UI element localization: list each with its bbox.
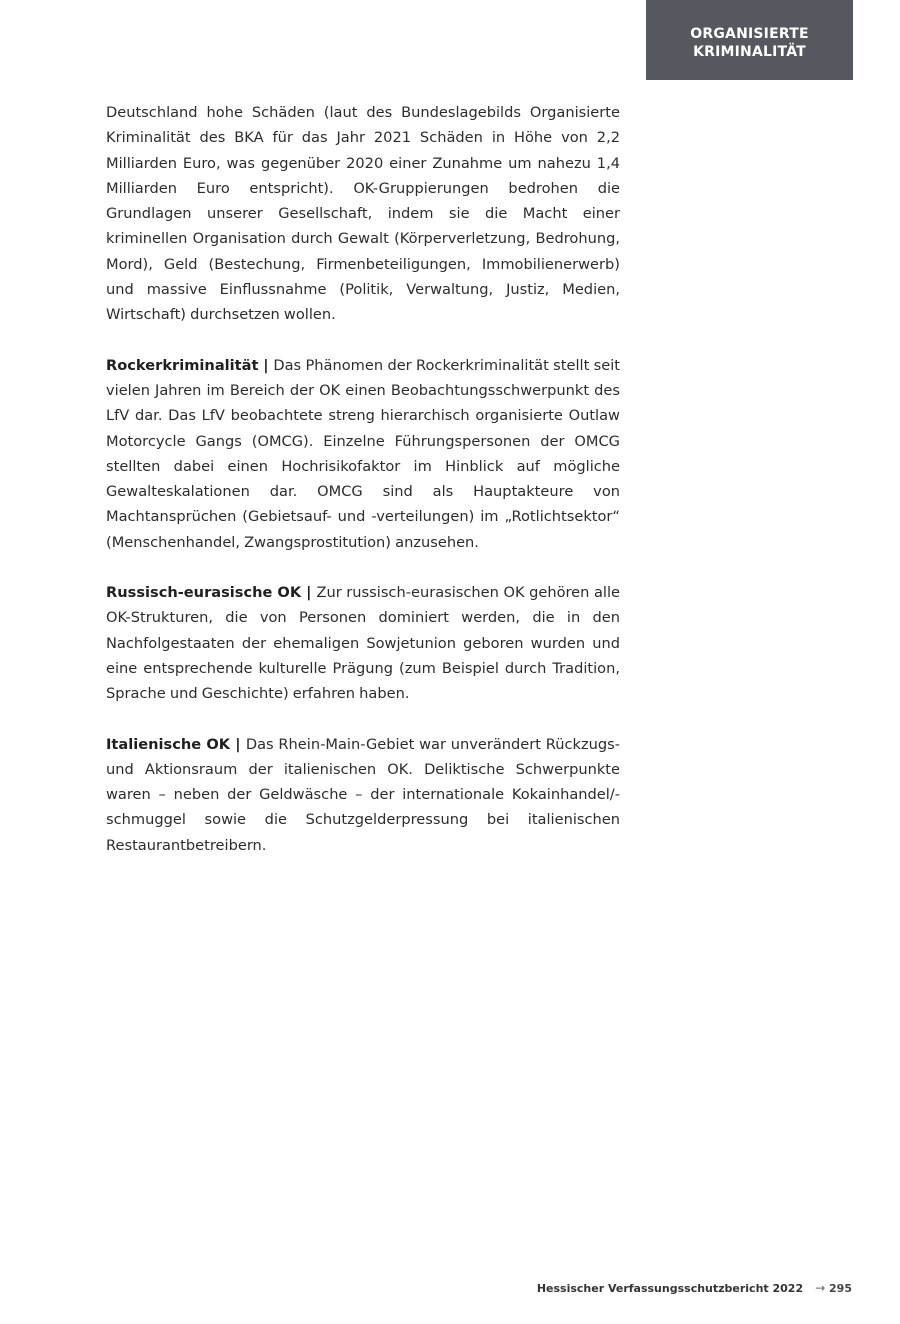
paragraph-russisch-eurasische-ok (106, 580, 620, 706)
page-footer (537, 1281, 852, 1295)
paragraph-rockerkriminalitaet (106, 353, 620, 555)
paragraph-lead: Italienische OK | (106, 735, 246, 753)
section-tab-line1: ORGANISIERTE (690, 26, 809, 42)
page-number: 295 (829, 1282, 852, 1295)
paragraph-text: Das Rhein-Main-Gebiet war unverändert Rückzugs- und Aktionsraum der italienischen OK. Deliktische Schwerpunkte waren – neben der Geldwäsche – der internationale Kokainhandel/-schmuggel sowie die Schutzgelderpressung bei italienischen Restaurantbetreibern. (106, 735, 620, 854)
arrow-right-icon: → (815, 1281, 826, 1295)
paragraph-text: Das Phänomen der Rockerkriminalität stellt seit vielen Jahren im Bereich der OK einen Beobachtungsschwerpunkt des LfV dar. Das LfV beobachtete streng hierarchisch organisierte Outlaw Motorcycle Gangs (OMCG). Einzelne Führungspersonen der OMCG stellten dabei einen Hochrisikofaktor im Hinblick auf mögliche Gewalteskalationen dar. OMCG sind als Hauptakteure von Machtansprüchen (Gebietsauf- und -verteilungen) im „Rotlichtsektor“ (Menschenhandel, Zwangsprostitution) anzusehen. (106, 356, 620, 551)
section-tab (646, 0, 853, 80)
body-text (106, 100, 620, 883)
section-tab-line2: KRIMINALITÄT (693, 44, 806, 60)
paragraph-italienische-ok (106, 732, 620, 858)
paragraph-lead: Russisch-eurasische OK | (106, 584, 317, 602)
paragraph-lead: Rockerkriminalität | (106, 356, 274, 374)
page-number-group (815, 1281, 852, 1295)
paragraph-text: Zur russisch-eurasischen OK gehören alle OK-Strukturen, die von Personen dominiert werden, die in den Nachfolgestaaten der ehemaligen Sowjetunion geboren wurden und eine entsprechende kulturelle Prägung (zum Beispiel durch Tradition, Sprache und Geschichte) erfahren haben. (106, 584, 620, 703)
paragraph-text: Deutschland hohe Schäden (laut des Bundeslagebilds Organisierte Kriminalität des BKA für das Jahr 2021 Schäden in Höhe von 2,2 Milliarden Euro, was gegenüber 2020 einer Zunahme um nahezu 1,4 Milliarden Euro entspricht). OK-Gruppierungen bedrohen die Grundlagen unserer Gesellschaft, indem sie die Macht einer kriminellen Organisation durch Gewalt (Körperverletzung, Bedrohung, Mord), Geld (Bestechung, Firmenbeteiligungen, Immobilienerwerb) und massive Einflussnahme (Politik, Verwaltung, Justiz, Medien, Wirtschaft) durchsetzen wollen. (106, 104, 620, 324)
publication-title: Hessischer Verfassungsschutzbericht 2022 (536, 1281, 804, 1295)
paragraph-intro (106, 100, 620, 328)
